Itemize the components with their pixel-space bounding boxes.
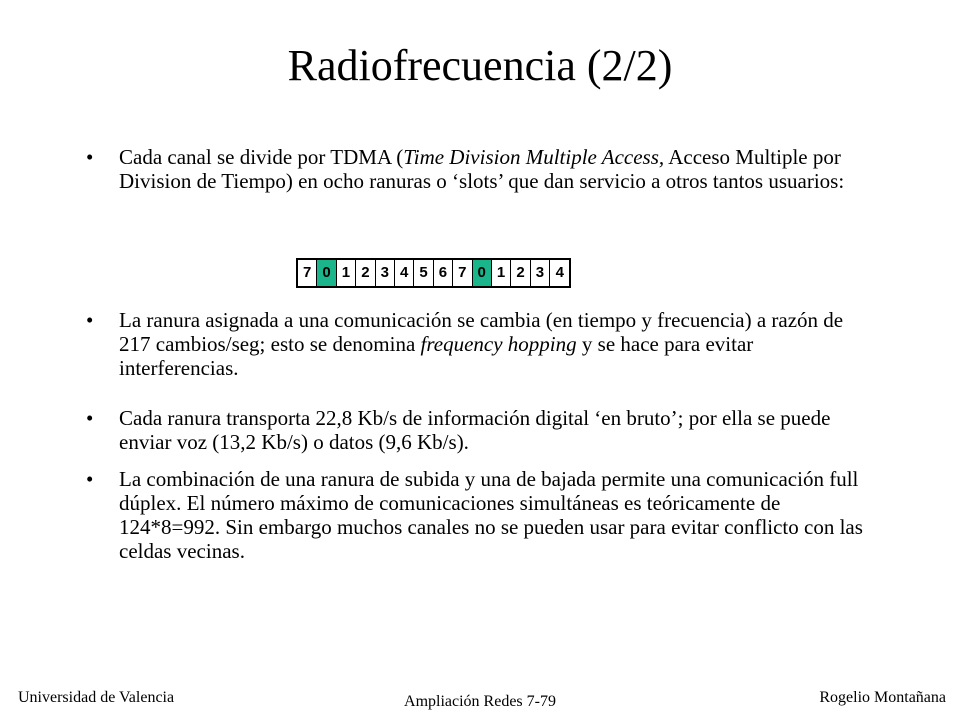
text-run: La combinación de una ranura de subida y una de bajada permite una comunicación full dúplex. El número máximo de comunicaciones simultáneas es teóricamente de 124*8=992. Sin embargo muchos canales no se pueden usar para evitar conflicto con las celdas vecinas. (119, 467, 863, 563)
tdma-slot: 3 (376, 260, 395, 286)
tdma-slot: 1 (492, 260, 511, 286)
tdma-slot: 3 (531, 260, 550, 286)
bullet-text (119, 145, 876, 193)
bullet-dot: • (86, 308, 94, 332)
tdma-slot: 2 (356, 260, 375, 286)
tdma-slot: 0 (317, 260, 336, 286)
bullet-frequency-hopping (86, 308, 876, 380)
italic-text: Time Division Multiple Access, (403, 145, 665, 169)
italic-text: frequency hopping (420, 332, 577, 356)
text-run: y se hace para evitar interferencias. (119, 332, 754, 380)
text-run: Cada ranura transporta 22,8 Kb/s de información digital ‘en bruto’; por ella se puede enviar voz (13,2 Kb/s) o datos (9,6 Kb/s). (119, 406, 831, 454)
bullet-tdma (86, 145, 876, 193)
tdma-slot: 5 (414, 260, 433, 286)
tdma-slot: 1 (337, 260, 356, 286)
tdma-slot-diagram (296, 258, 571, 288)
tdma-slot: 4 (395, 260, 414, 286)
bullet-text (119, 308, 876, 380)
text-run: La ranura asignada a una comunicación se cambia (en tiempo y frecuencia) a razón de 217 cambios/seg; esto se denomina (119, 308, 844, 356)
tdma-slot: 7 (453, 260, 472, 286)
footer-author: Rogelio Montañana (819, 689, 946, 706)
bullet-full-duplex (86, 467, 876, 563)
bullet-dot: • (86, 467, 94, 491)
tdma-slot: 7 (298, 260, 317, 286)
text-run: Acceso Multiple por Division de Tiempo) en ocho ranuras o ‘slots’ que dan servicio a otros tantos usuarios: (119, 145, 845, 193)
bullet-dot: • (86, 145, 94, 169)
footer-university: Universidad de Valencia (18, 689, 175, 706)
tdma-slot: 4 (555, 264, 564, 281)
footer-course: Ampliación Redes 7-79 (404, 693, 556, 710)
tdma-slot: 2 (511, 260, 530, 286)
slide-title: Radiofrecuencia (2/2) (287, 41, 673, 90)
bullet-text (119, 406, 876, 454)
bullet-ranura-capacidad (86, 406, 876, 454)
tdma-slot: 0 (473, 260, 492, 286)
tdma-slot: 6 (434, 260, 453, 286)
bullet-dot: • (86, 406, 94, 430)
text-run: Cada canal se divide por TDMA ( (119, 145, 404, 169)
bullet-text (119, 467, 876, 563)
